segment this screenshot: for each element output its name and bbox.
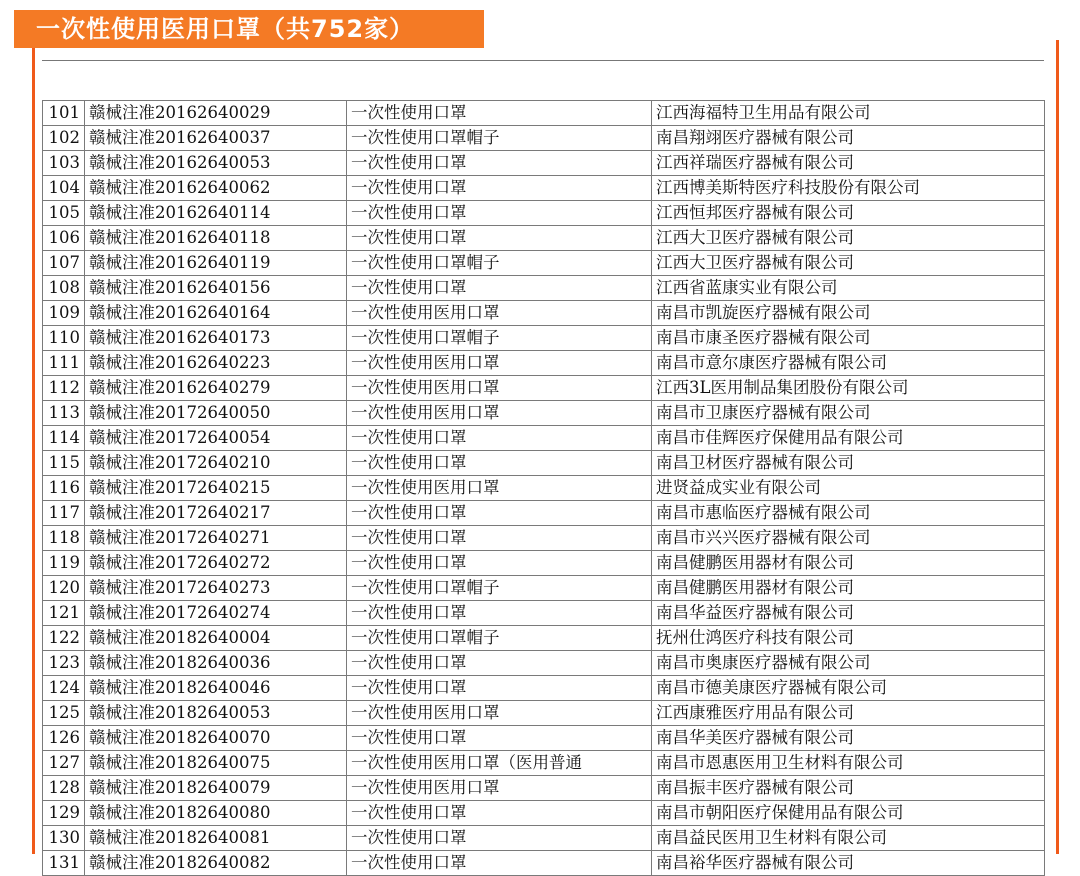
- company-name-cell: 南昌卫材医疗器械有限公司: [652, 451, 1045, 476]
- row-number-cell: 106: [43, 226, 85, 251]
- product-name-cell: 一次性使用口罩: [347, 551, 652, 576]
- company-name-cell: 抚州仕鸿医疗科技有限公司: [652, 626, 1045, 651]
- table-row: [43, 851, 1045, 876]
- registration-number-cell: 赣械注准20162640118: [85, 226, 347, 251]
- page-title-banner: [14, 10, 484, 48]
- row-number-cell: 130: [43, 826, 85, 851]
- table-row: [43, 701, 1045, 726]
- registration-number-cell: 赣械注准20182640081: [85, 826, 347, 851]
- company-name-cell: 南昌市朝阳医疗保健用品有限公司: [652, 801, 1045, 826]
- company-name-cell: 江西祥瑞医疗器械有限公司: [652, 151, 1045, 176]
- registration-number-cell: 赣械注准20172640210: [85, 451, 347, 476]
- row-number-cell: 115: [43, 451, 85, 476]
- registration-number-cell: 赣械注准20172640215: [85, 476, 347, 501]
- product-name-cell: 一次性使用口罩: [347, 451, 652, 476]
- registration-number-cell: 赣械注准20162640053: [85, 151, 347, 176]
- row-number-cell: 113: [43, 401, 85, 426]
- company-name-cell: 南昌华益医疗器械有限公司: [652, 601, 1045, 626]
- registration-number-cell: 赣械注准20182640046: [85, 676, 347, 701]
- registration-number-cell: 赣械注准20182640082: [85, 851, 347, 876]
- row-number-cell: 111: [43, 351, 85, 376]
- product-name-cell: 一次性使用口罩: [347, 651, 652, 676]
- registration-number-cell: 赣械注准20172640050: [85, 401, 347, 426]
- product-name-cell: 一次性使用医用口罩（医用普通: [347, 751, 652, 776]
- company-name-cell: 江西康雅医疗用品有限公司: [652, 701, 1045, 726]
- row-number-cell: 102: [43, 126, 85, 151]
- table-row: [43, 576, 1045, 601]
- product-name-cell: 一次性使用口罩帽子: [347, 326, 652, 351]
- registration-number-cell: 赣械注准20172640217: [85, 501, 347, 526]
- product-name-cell: 一次性使用医用口罩: [347, 476, 652, 501]
- table-row: [43, 301, 1045, 326]
- row-number-cell: 127: [43, 751, 85, 776]
- registration-number-cell: 赣械注准20162640156: [85, 276, 347, 301]
- row-number-cell: 109: [43, 301, 85, 326]
- row-number-cell: 125: [43, 701, 85, 726]
- row-number-cell: 108: [43, 276, 85, 301]
- company-name-cell: 南昌益民医用卫生材料有限公司: [652, 826, 1045, 851]
- product-name-cell: 一次性使用口罩帽子: [347, 576, 652, 601]
- registration-number-cell: 赣械注准20172640272: [85, 551, 347, 576]
- product-name-cell: 一次性使用医用口罩: [347, 401, 652, 426]
- table-row: [43, 401, 1045, 426]
- row-number-cell: 116: [43, 476, 85, 501]
- table-row: [43, 801, 1045, 826]
- table-row: [43, 376, 1045, 401]
- company-name-cell: 江西大卫医疗器械有限公司: [652, 226, 1045, 251]
- product-name-cell: 一次性使用医用口罩: [347, 701, 652, 726]
- company-name-cell: 南昌裕华医疗器械有限公司: [652, 851, 1045, 876]
- row-number-cell: 112: [43, 376, 85, 401]
- company-name-cell: 南昌翔翊医疗器械有限公司: [652, 126, 1045, 151]
- table-row: [43, 751, 1045, 776]
- row-number-cell: 129: [43, 801, 85, 826]
- registration-number-cell: 赣械注准20172640274: [85, 601, 347, 626]
- product-name-cell: 一次性使用口罩: [347, 726, 652, 751]
- company-name-cell: 南昌市奥康医疗器械有限公司: [652, 651, 1045, 676]
- registration-number-cell: 赣械注准20182640053: [85, 701, 347, 726]
- product-name-cell: 一次性使用医用口罩: [347, 776, 652, 801]
- table-row: [43, 251, 1045, 276]
- product-name-cell: 一次性使用口罩: [347, 676, 652, 701]
- registration-table: [42, 100, 1045, 876]
- row-number-cell: 103: [43, 151, 85, 176]
- product-name-cell: 一次性使用口罩: [347, 226, 652, 251]
- registration-number-cell: 赣械注准20162640119: [85, 251, 347, 276]
- row-number-cell: 131: [43, 851, 85, 876]
- registration-number-cell: 赣械注准20162640037: [85, 126, 347, 151]
- row-number-cell: 107: [43, 251, 85, 276]
- row-number-cell: 118: [43, 526, 85, 551]
- product-name-cell: 一次性使用口罩: [347, 276, 652, 301]
- product-name-cell: 一次性使用口罩: [347, 151, 652, 176]
- company-name-cell: 南昌健鹏医用器材有限公司: [652, 551, 1045, 576]
- row-number-cell: 101: [43, 101, 85, 126]
- document-sheet: [42, 44, 1044, 872]
- table-row: [43, 601, 1045, 626]
- row-number-cell: 123: [43, 651, 85, 676]
- table-row: [43, 651, 1045, 676]
- table-row: [43, 776, 1045, 801]
- table-row: [43, 451, 1045, 476]
- registration-number-cell: 赣械注准20162640164: [85, 301, 347, 326]
- product-name-cell: 一次性使用口罩: [347, 176, 652, 201]
- company-name-cell: 南昌华美医疗器械有限公司: [652, 726, 1045, 751]
- company-name-cell: 进贤益成实业有限公司: [652, 476, 1045, 501]
- registration-number-cell: 赣械注准20162640223: [85, 351, 347, 376]
- registration-number-cell: 赣械注准20162640173: [85, 326, 347, 351]
- company-name-cell: 江西恒邦医疗器械有限公司: [652, 201, 1045, 226]
- company-name-cell: 南昌市兴兴医疗器械有限公司: [652, 526, 1045, 551]
- product-name-cell: 一次性使用口罩: [347, 201, 652, 226]
- product-name-cell: 一次性使用医用口罩: [347, 376, 652, 401]
- product-name-cell: 一次性使用口罩: [347, 426, 652, 451]
- product-name-cell: 一次性使用口罩帽子: [347, 126, 652, 151]
- row-number-cell: 128: [43, 776, 85, 801]
- table-row: [43, 101, 1045, 126]
- company-name-cell: 江西博美斯特医疗科技股份有限公司: [652, 176, 1045, 201]
- product-name-cell: 一次性使用口罩: [347, 826, 652, 851]
- registration-number-cell: 赣械注准20162640279: [85, 376, 347, 401]
- company-name-cell: 江西3L医用制品集团股份有限公司: [652, 376, 1045, 401]
- company-name-cell: 南昌市康圣医疗器械有限公司: [652, 326, 1045, 351]
- registration-number-cell: 赣械注准20182640079: [85, 776, 347, 801]
- company-name-cell: 南昌市凯旋医疗器械有限公司: [652, 301, 1045, 326]
- registration-number-cell: 赣械注准20162640029: [85, 101, 347, 126]
- left-border-rule: [32, 40, 35, 854]
- company-name-cell: 南昌市卫康医疗器械有限公司: [652, 401, 1045, 426]
- table-row: [43, 326, 1045, 351]
- table-row: [43, 826, 1045, 851]
- registration-number-cell: 赣械注准20182640036: [85, 651, 347, 676]
- table-row: [43, 176, 1045, 201]
- product-name-cell: 一次性使用医用口罩: [347, 351, 652, 376]
- company-name-cell: 南昌市恩惠医用卫生材料有限公司: [652, 751, 1045, 776]
- row-number-cell: 105: [43, 201, 85, 226]
- registration-number-cell: 赣械注准20172640273: [85, 576, 347, 601]
- table-row: [43, 201, 1045, 226]
- table-row: [43, 526, 1045, 551]
- company-name-cell: 南昌市意尔康医疗器械有限公司: [652, 351, 1045, 376]
- company-name-cell: 南昌振丰医疗器械有限公司: [652, 776, 1045, 801]
- company-name-cell: 南昌市惠临医疗器械有限公司: [652, 501, 1045, 526]
- product-name-cell: 一次性使用口罩: [347, 851, 652, 876]
- company-name-cell: 南昌健鹏医用器材有限公司: [652, 576, 1045, 601]
- table-row: [43, 126, 1045, 151]
- page-title: 一次性使用医用口罩（共752家）: [36, 15, 415, 43]
- product-name-cell: 一次性使用医用口罩: [347, 301, 652, 326]
- table-row: [43, 501, 1045, 526]
- registration-table-body: [43, 101, 1045, 876]
- row-number-cell: 126: [43, 726, 85, 751]
- table-row: [43, 676, 1045, 701]
- table-row: [43, 726, 1045, 751]
- row-number-cell: 120: [43, 576, 85, 601]
- row-number-cell: 119: [43, 551, 85, 576]
- table-row: [43, 426, 1045, 451]
- row-number-cell: 122: [43, 626, 85, 651]
- row-number-cell: 117: [43, 501, 85, 526]
- row-number-cell: 110: [43, 326, 85, 351]
- table-row: [43, 226, 1045, 251]
- row-number-cell: 124: [43, 676, 85, 701]
- table-row: [43, 151, 1045, 176]
- product-name-cell: 一次性使用口罩帽子: [347, 626, 652, 651]
- registration-number-cell: 赣械注准20162640062: [85, 176, 347, 201]
- product-name-cell: 一次性使用口罩: [347, 801, 652, 826]
- row-number-cell: 114: [43, 426, 85, 451]
- company-name-cell: 江西海福特卫生用品有限公司: [652, 101, 1045, 126]
- product-name-cell: 一次性使用口罩: [347, 101, 652, 126]
- company-name-cell: 江西省蓝康实业有限公司: [652, 276, 1045, 301]
- table-row: [43, 276, 1045, 301]
- table-row: [43, 351, 1045, 376]
- row-number-cell: 121: [43, 601, 85, 626]
- product-name-cell: 一次性使用口罩: [347, 526, 652, 551]
- registration-number-cell: 赣械注准20182640070: [85, 726, 347, 751]
- right-border-rule: [1056, 40, 1059, 854]
- product-name-cell: 一次性使用口罩: [347, 601, 652, 626]
- registration-number-cell: 赣械注准20172640054: [85, 426, 347, 451]
- table-row: [43, 476, 1045, 501]
- registration-number-cell: 赣械注准20162640114: [85, 201, 347, 226]
- registration-number-cell: 赣械注准20172640271: [85, 526, 347, 551]
- product-name-cell: 一次性使用口罩: [347, 501, 652, 526]
- table-row: [43, 551, 1045, 576]
- registration-number-cell: 赣械注准20182640004: [85, 626, 347, 651]
- table-row: [43, 626, 1045, 651]
- registration-number-cell: 赣械注准20182640075: [85, 751, 347, 776]
- product-name-cell: 一次性使用口罩帽子: [347, 251, 652, 276]
- company-name-cell: 南昌市佳辉医疗保健用品有限公司: [652, 426, 1045, 451]
- registration-number-cell: 赣械注准20182640080: [85, 801, 347, 826]
- company-name-cell: 南昌市德美康医疗器械有限公司: [652, 676, 1045, 701]
- company-name-cell: 江西大卫医疗器械有限公司: [652, 251, 1045, 276]
- row-number-cell: 104: [43, 176, 85, 201]
